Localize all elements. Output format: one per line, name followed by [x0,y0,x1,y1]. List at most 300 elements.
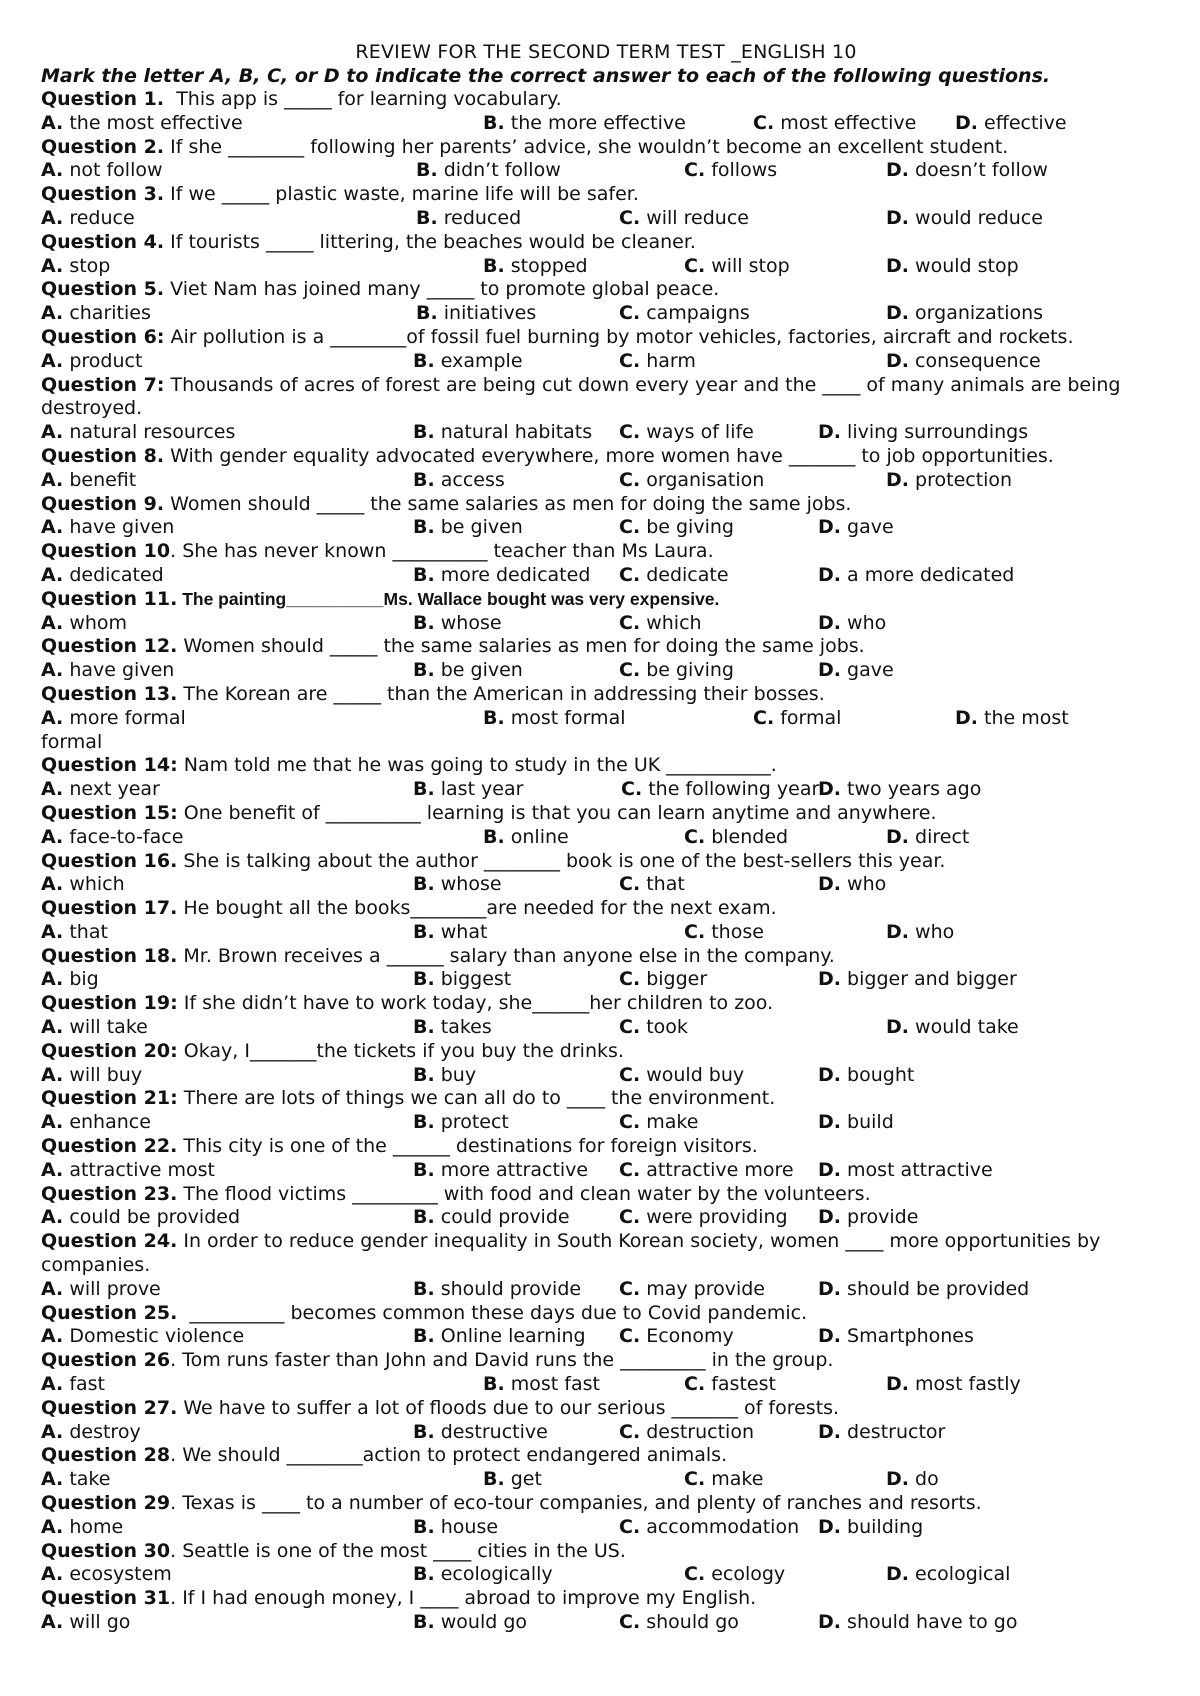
option-b[interactable] [413,1064,476,1088]
option-a[interactable] [41,1611,130,1635]
option-b[interactable] [413,469,505,493]
option-a[interactable] [41,921,108,945]
option-text: destruction [640,1420,755,1443]
option-b[interactable] [483,707,626,731]
answer-options [41,873,1171,897]
option-text: formal [774,706,842,729]
option-letter: B. [483,1468,505,1491]
option-text: doesn’t follow [909,159,1048,182]
option-text: reduced [437,206,522,229]
option-letter: A. [41,1468,64,1491]
option-d[interactable] [886,1563,1010,1587]
option-letter: C. [619,659,641,682]
question-text: Mr. Brown receives a ______ salary than anyone else in the company. [177,944,835,967]
answer-options [41,707,1171,755]
option-a[interactable] [41,112,243,136]
option-d[interactable] [886,159,1048,183]
option-letter: D. [955,706,978,729]
option-text: gave [841,659,894,682]
option-letter: D. [886,159,909,182]
option-letter: A. [41,1420,64,1443]
option-d[interactable] [886,1373,1021,1397]
option-text: ecosystem [63,1563,172,1586]
option-text: will prove [63,1277,161,1300]
option-c[interactable] [619,659,734,683]
option-text: building [841,1515,924,1538]
option-d[interactable] [818,1421,945,1445]
option-text: most formal [504,706,626,729]
option-a[interactable] [41,207,135,231]
answer-options [41,207,1171,231]
option-a[interactable] [41,1421,141,1445]
option-letter: C. [619,611,641,634]
option-text: ecological [909,1563,1011,1586]
option-text: next year [63,778,160,801]
instructions: Mark the letter A, B, C, or D to indicate the correct answer to each of the following questions. [41,65,1051,87]
option-b[interactable] [416,207,521,231]
option-letter: D. [818,778,841,801]
question-text: The Korean are _____ than the American in addressing their bosses. [177,682,825,705]
option-d[interactable] [818,1206,918,1230]
option-b[interactable] [416,302,536,326]
option-b[interactable] [413,1111,509,1135]
question-text: Air pollution is a ________of fossil fuel burning by motor vehicles, factories, aircraft and rockets. [164,325,1074,348]
question-14 [41,754,1171,778]
option-letter: D. [886,349,909,372]
option-text: get [504,1468,542,1491]
option-letter: D. [818,1420,841,1443]
question-text: If she ________ following her parents’ advice, she wouldn’t become an excellent student. [164,135,1009,158]
option-text: online [504,825,569,848]
option-d[interactable] [818,1611,1017,1635]
question-label: Question 1. [41,88,165,110]
option-d[interactable] [818,1064,914,1088]
option-a[interactable] [41,1516,123,1540]
option-c[interactable] [619,421,754,445]
option-a[interactable] [41,778,160,802]
answer-options [41,612,1171,636]
option-c[interactable] [684,1563,785,1587]
question-text: In order to reduce gender inequality in South Korean society, women ____ more opportunities by companies. [41,1230,1107,1277]
option-text: should be provided [841,1277,1030,1300]
question-18 [41,945,1171,969]
option-text: bought [841,1063,915,1086]
question-text: He bought all the books________are needed for the next exam. [177,897,777,920]
question-label: Question 17. [41,897,178,920]
option-c[interactable] [619,612,702,636]
question-label: Question 22. [41,1135,178,1158]
option-c[interactable] [619,1206,788,1230]
question-text: . If I had enough money, I ____ abroad to improve my English. [170,1587,757,1610]
option-letter: A. [41,968,64,991]
option-letter: C. [619,468,641,491]
option-text: which [640,611,702,634]
option-letter: A. [41,1515,64,1538]
option-text: Domestic violence [63,1325,245,1348]
option-letter: B. [413,349,435,372]
option-text: should provide [434,1277,582,1300]
option-text: home [63,1515,124,1538]
option-letter: C. [619,1277,641,1300]
option-letter: A. [41,254,64,277]
option-letter: C. [619,302,641,325]
answer-options [41,826,1171,850]
option-text: protection [909,468,1013,491]
option-letter: A. [41,516,64,539]
question-23 [41,1183,1171,1207]
option-d[interactable] [886,350,1041,374]
option-c[interactable] [684,826,788,850]
answer-options [41,1325,1171,1349]
option-letter: D. [818,421,841,444]
question-label: Question 25. [41,1301,178,1324]
answer-options [41,255,1171,279]
option-letter: D. [818,1277,841,1300]
option-letter: A. [41,421,64,444]
option-letter: B. [413,611,435,634]
option-d[interactable] [886,255,1019,279]
option-text: gave [841,516,894,539]
option-text: could be provided [63,1206,241,1229]
question-label: Question 30 [41,1539,171,1562]
option-d[interactable] [818,516,894,540]
option-text: have given [63,516,175,539]
option-a[interactable] [41,1064,142,1088]
option-a[interactable] [41,1111,151,1135]
question-text: Women should _____ the same salaries as men for doing the same jobs. [177,635,865,658]
option-b[interactable] [416,159,561,183]
option-letter: B. [416,206,438,229]
option-b[interactable] [413,612,502,636]
option-d[interactable] [818,968,1017,992]
option-c[interactable] [621,778,819,802]
option-letter: D. [818,563,841,586]
option-b[interactable] [413,1563,553,1587]
option-letter: C. [684,1373,706,1396]
option-b[interactable] [413,350,523,374]
option-c[interactable] [619,1421,754,1445]
question-label: Question 11. [41,587,178,610]
option-a[interactable] [41,1278,161,1302]
option-a[interactable] [41,968,99,992]
option-c[interactable] [619,1611,739,1635]
option-b[interactable] [413,659,523,683]
option-text: last year [434,778,524,801]
option-letter: A. [41,1325,64,1348]
option-c[interactable] [684,159,777,183]
option-text: didn’t follow [437,159,561,182]
option-text: effective [978,111,1067,134]
question-label: Question 9. [41,492,165,515]
option-d[interactable] [886,1468,939,1492]
option-letter: A. [41,1206,64,1229]
option-a[interactable] [41,1159,215,1183]
question-text: . We should ________action to protect endangered animals. [170,1444,728,1467]
option-c[interactable] [619,968,707,992]
option-b[interactable] [483,1373,600,1397]
question-13 [41,683,1171,707]
option-d[interactable] [955,112,1067,136]
option-letter: A. [41,1611,64,1633]
answer-options [41,1111,1171,1135]
option-c[interactable] [619,516,734,540]
option-letter: D. [886,206,909,229]
option-a[interactable] [41,469,136,493]
option-letter: D. [818,1611,841,1633]
answer-options [41,1373,1171,1397]
option-text: that [640,873,685,896]
option-text: Economy [640,1325,734,1348]
option-a[interactable] [41,1373,105,1397]
option-d[interactable] [818,873,886,897]
option-text: who [841,873,887,896]
question-22 [41,1135,1171,1159]
option-letter: B. [413,1325,435,1348]
option-d[interactable] [818,564,1014,588]
option-text: most fastly [909,1373,1021,1396]
option-text: were providing [640,1206,788,1229]
option-letter: D. [818,1325,841,1348]
option-letter: D. [818,611,841,634]
question-17 [41,897,1171,921]
option-b[interactable] [483,1468,542,1492]
option-letter: B. [413,1563,435,1586]
option-text: more attractive [434,1158,589,1181]
option-text: ecologically [434,1563,553,1586]
option-text: the most [978,706,1069,729]
option-d[interactable] [818,1325,974,1349]
option-a[interactable] [41,826,183,850]
option-c[interactable] [619,1016,688,1040]
option-letter: C. [619,1206,641,1229]
option-letter: D. [818,1111,841,1134]
option-c[interactable] [619,350,696,374]
option-c[interactable] [684,1468,763,1492]
option-text: have given [63,659,175,682]
option-letter: A. [41,159,64,182]
question-label: Question 14: [41,754,178,777]
option-a[interactable] [41,421,235,445]
option-b[interactable] [413,564,590,588]
option-d[interactable] [818,1278,1029,1302]
option-d[interactable] [818,1516,923,1540]
option-text: whose [434,611,502,634]
option-letter: D. [886,1016,909,1039]
question-label: Question 12. [41,635,178,658]
question-3 [41,183,1171,207]
option-c[interactable] [619,1159,794,1183]
option-c[interactable] [619,1278,765,1302]
option-text: bigger and bigger [841,968,1017,991]
option-d[interactable] [818,421,1028,445]
option-d[interactable] [886,207,1043,231]
option-b[interactable] [413,778,523,802]
option-a[interactable] [41,612,127,636]
option-d[interactable] [818,612,886,636]
option-text: will stop [705,254,790,277]
option-letter: D. [886,1373,909,1396]
option-text: charities [63,302,151,325]
option-d[interactable] [818,778,981,802]
option-text: destructor [841,1420,946,1443]
option-letter: C. [684,920,706,943]
option-a[interactable] [41,1468,110,1492]
option-c[interactable] [619,564,729,588]
answer-options [41,159,1171,183]
question-text: Thousands of acres of forest are being cut down every year and the ____ of many animals are being destroyed. [41,373,1127,420]
option-text: most fast [504,1373,600,1396]
option-c[interactable] [619,469,764,493]
option-a[interactable] [41,1563,172,1587]
option-c[interactable] [619,1516,799,1540]
option-b[interactable] [413,1159,588,1183]
option-text: will take [63,1016,148,1039]
option-a[interactable] [41,707,186,731]
question-label: Question 7: [41,373,165,396]
question-label: Question 27. [41,1396,178,1419]
option-text: whose [434,873,502,896]
answer-options [41,1206,1171,1230]
option-c[interactable] [684,921,764,945]
option-b[interactable] [413,1206,570,1230]
option-b[interactable] [413,1516,498,1540]
question-text: We have to suffer a lot of floods due to our serious _______ of forests. [177,1396,840,1419]
option-c[interactable] [619,1325,734,1349]
option-d[interactable] [886,302,1043,326]
option-text: would stop [909,254,1019,277]
option-text: destroy [63,1420,141,1443]
option-a[interactable] [41,516,174,540]
option-b[interactable] [413,516,523,540]
answer-options [41,1468,1171,1492]
option-letter: B. [413,873,435,896]
option-b[interactable] [413,1278,581,1302]
option-letter: C. [619,1016,641,1039]
option-text: ecology [705,1563,786,1586]
option-text: follows [705,159,778,182]
option-text: build [841,1111,894,1134]
option-c[interactable] [619,1111,698,1135]
option-c[interactable] [753,112,916,136]
question-10 [41,540,1171,564]
option-a[interactable] [41,659,174,683]
option-c[interactable] [684,1373,776,1397]
question-15 [41,802,1171,826]
option-text-continued: formal [41,730,103,753]
option-letter: B. [413,778,435,801]
question-text: __________ becomes common these days due to Covid pandemic. [177,1301,808,1324]
option-letter: B. [416,302,438,325]
option-b[interactable] [413,873,502,897]
option-letter: C. [753,706,775,729]
option-a[interactable] [41,302,151,326]
option-b[interactable] [483,112,686,136]
option-d[interactable] [886,469,1012,493]
option-b[interactable] [413,1325,586,1349]
option-c[interactable] [684,255,790,279]
option-text: destructive [434,1420,548,1443]
option-letter: D. [818,873,841,896]
option-letter: D. [886,920,909,943]
question-label: Question 23. [41,1182,178,1205]
option-a[interactable] [41,873,125,897]
option-c[interactable] [753,707,841,731]
answer-options [41,516,1171,540]
question-text: If we _____ plastic waste, marine life will be safer. [164,183,639,206]
option-letter: A. [41,920,64,943]
option-b[interactable] [483,255,588,279]
option-letter: D. [818,659,841,682]
option-letter: A. [41,1016,64,1039]
question-label: Question 5. [41,278,165,301]
answer-options [41,421,1171,445]
option-letter: C. [619,206,641,229]
option-c[interactable] [619,873,685,897]
option-text: do [909,1468,939,1491]
option-text: Smartphones [841,1325,974,1348]
option-a[interactable] [41,1016,148,1040]
option-text: may provide [640,1277,765,1300]
option-letter: D. [818,516,841,539]
option-c[interactable] [619,302,750,326]
option-text: direct [909,825,970,848]
option-letter: C. [619,873,641,896]
option-d[interactable] [955,707,1069,731]
option-b[interactable] [483,826,569,850]
option-letter: A. [41,611,64,634]
option-a[interactable] [41,1206,240,1230]
option-d[interactable] [886,1016,1019,1040]
option-letter: B. [413,516,435,539]
option-text: the more effective [504,111,686,134]
option-b[interactable] [413,921,487,945]
question-list [41,88,1171,1635]
answer-options [41,1016,1171,1040]
option-letter: C. [619,516,641,539]
option-b[interactable] [413,421,592,445]
option-d[interactable] [886,921,954,945]
option-a[interactable] [41,159,163,183]
question-text: If she didn’t have to work today, she______her children to zoo. [177,992,774,1015]
option-b[interactable] [413,968,511,992]
option-b[interactable] [413,1016,492,1040]
option-d[interactable] [818,1111,894,1135]
option-d[interactable] [818,1159,993,1183]
question-text: This app is _____ for learning vocabulary. [164,88,562,110]
option-c[interactable] [619,1064,744,1088]
option-letter: B. [413,1111,435,1134]
option-a[interactable] [41,350,142,374]
option-letter: C. [619,968,641,991]
option-b[interactable] [413,1421,548,1445]
option-a[interactable] [41,255,110,279]
option-letter: B. [483,825,505,848]
question-text: This city is one of the ______ destinations for foreign visitors. [177,1135,758,1158]
option-text: would go [434,1611,528,1633]
question-8 [41,445,1171,469]
option-text: stop [63,254,111,277]
option-a[interactable] [41,1325,244,1349]
option-b[interactable] [413,1611,527,1635]
option-d[interactable] [818,659,894,683]
option-d[interactable] [886,826,969,850]
question-19 [41,992,1171,1016]
option-c[interactable] [619,207,749,231]
question-label: Question 31 [41,1587,171,1610]
option-a[interactable] [41,564,164,588]
option-text: living surroundings [841,421,1029,444]
answer-options [41,112,1171,136]
